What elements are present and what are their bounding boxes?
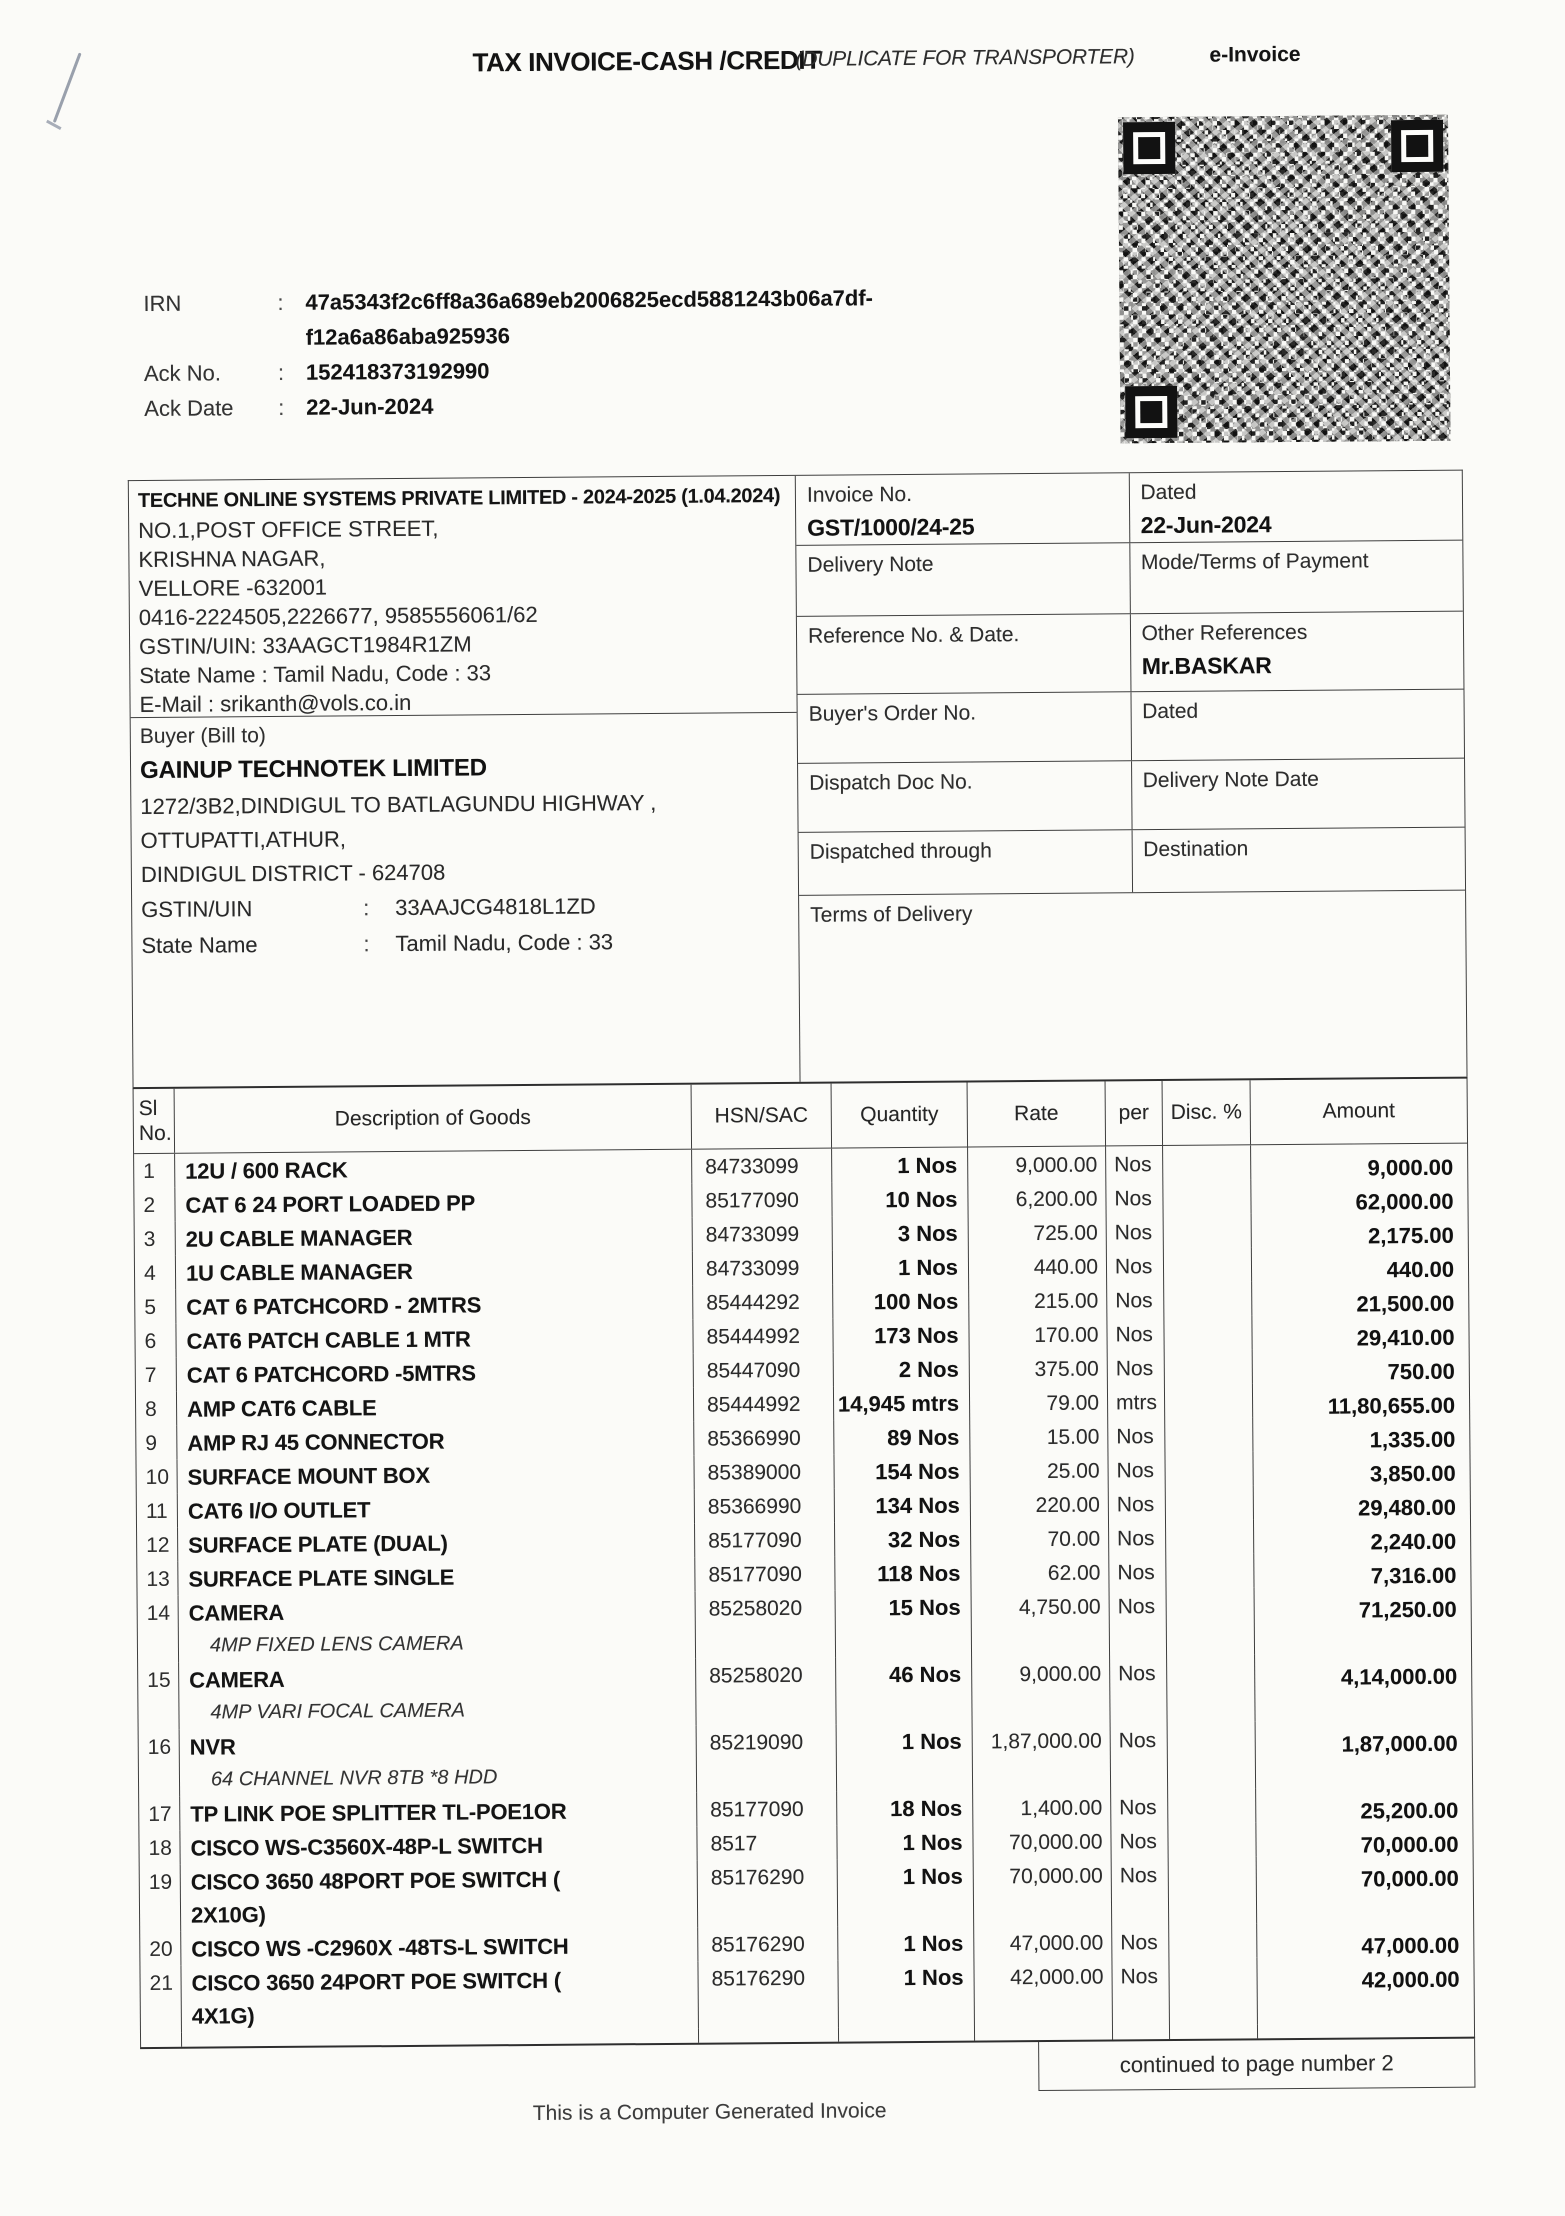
item-sub-description: 4MP FIXED LENS CAMERA [209,1632,464,1657]
einvoice-label: e-Invoice [1209,42,1301,67]
item-amount: 3,850.00 [1369,1460,1456,1487]
item-discount [1170,2024,1258,2040]
item-description: AMP RJ 45 CONNECTOR [177,1422,694,1460]
item-quantity: 173 Nos [833,1318,969,1353]
item-description: AMP CAT6 CABLE [177,1388,694,1426]
item-per: mtrs [1108,1384,1165,1418]
buyer-name: GAINUP TECHNOTEK LIMITED [139,754,487,785]
seller-email-line: E-Mail : srikanth@vols.co.in [139,689,412,718]
item-amount: 70,000.00 [1360,1865,1459,1892]
item-quantity: 118 Nos [835,1556,971,1591]
item-per: Nos [1107,1316,1164,1350]
meta-cell-dispatch-doc: Dispatch Doc No. [798,761,1132,832]
meta-cell-delivery-note: Delivery Note [796,543,1130,616]
document-title: TAX INVOICE-CASH /CREDIT [472,44,821,78]
item-rate: 62.00 [971,1554,1109,1589]
item-quantity: 1 Nos [833,1250,969,1285]
header-disc: Disc. % [1163,1080,1251,1145]
invoice-number: GST/1000/24-25 [807,513,975,541]
buyer-block [131,713,800,1087]
item-sl-no: 13 [137,1562,178,1596]
item-discount [1164,1281,1252,1316]
item-amount: 42,000.00 [1361,1966,1460,1993]
item-quantity: 32 Nos [835,1522,971,1557]
item-description: CAT 6 PATCHCORD -5MTRS [177,1354,694,1392]
item-sl-no: 8 [136,1392,177,1426]
item-amount: 25,200.00 [1360,1797,1459,1824]
item-hsn: 85177090 [692,1183,832,1218]
item-quantity: 1 Nos [832,1148,968,1183]
item-description: CISCO WS -C2960X -48TS-L SWITCH [181,1928,698,1966]
meta-cell-other-references: Other References Mr.BASKAR [1130,612,1463,692]
item-rate: 170.00 [969,1316,1107,1351]
meta-cell-invoice-no: Invoice No. GST/1000/24-25 [796,473,1130,545]
item-hsn: 85447090 [694,1353,834,1388]
item-discount [1163,1145,1251,1180]
item-per: Nos [1110,1588,1168,1655]
item-hsn: 85177090 [697,1792,837,1827]
buyer-section-label: Buyer (Bill to) [139,724,266,749]
item-rate: 25.00 [970,1452,1108,1487]
item-sl-no: 18 [139,1831,180,1865]
item-hsn: 85177090 [695,1557,835,1592]
item-sl-no: 10 [136,1460,177,1494]
item-amount: 2,175.00 [1368,1222,1454,1249]
item-per: Nos [1107,1214,1164,1248]
header-sl-no: Sl No. [134,1089,176,1153]
item-per: Nos [1109,1554,1166,1588]
items-table-body [134,1144,1474,2047]
buyer-address-line: OTTUPATTI,ATHUR, [140,826,347,854]
header-description: Description of Goods [175,1085,692,1153]
meta-cell-dispatched-through: Dispatched through [799,830,1133,895]
meta-cell-delivery-note-date: Delivery Note Date [1142,767,1319,793]
item-rate: 9,000.00 [972,1655,1111,1723]
item-description: CISCO 3650 48PORT POE SWITCH ( 2X10G) [181,1861,699,1932]
item-hsn: 85258020 [696,1591,837,1659]
item-hsn: 8517 [697,1826,837,1861]
item-quantity: 46 Nos [836,1657,973,1725]
item-per: Nos [1109,1486,1166,1520]
item-hsn [699,2028,839,2044]
item-amount: 62,000.00 [1355,1188,1454,1215]
item-sl-no: 17 [139,1797,180,1831]
item-sl-no: 11 [137,1494,178,1528]
item-description: SURFACE MOUNT BOX [177,1456,694,1494]
item-amount: 71,250.00 [1358,1596,1457,1623]
ack-date-label: Ack Date [144,395,234,421]
ack-no-label: Ack No. [143,360,222,386]
seller-address-line: KRISHNA NAGAR, [138,545,326,573]
item-rate: 9,000.00 [968,1146,1106,1181]
item-discount [1169,1856,1258,1924]
item-per: Nos [1111,1722,1169,1789]
meta-cell-reference: Reference No. & Date. [797,614,1131,694]
item-description: 12U / 600 RACK [175,1150,692,1188]
item-quantity: 10 Nos [832,1182,968,1217]
item-discount [1165,1383,1253,1418]
item-hsn: 85219090 [697,1725,838,1793]
item-discount [1164,1213,1252,1248]
item-rate: 1,400.00 [973,1789,1111,1824]
item-quantity: 100 Nos [833,1284,969,1319]
table-row [140,1956,1473,2033]
item-sl-no: 7 [136,1358,177,1392]
ack-date-value: 22-Jun-2024 [306,393,434,420]
item-sl-no: 5 [135,1290,176,1324]
item-amount: 4,14,000.00 [1340,1663,1458,1690]
item-amount: 70,000.00 [1360,1831,1459,1858]
item-per: Nos [1107,1248,1164,1282]
item-hsn: 85366990 [695,1489,835,1524]
item-per: Nos [1112,1924,1169,1958]
item-per: Nos [1108,1418,1165,1452]
table-row [140,1855,1473,1932]
item-hsn: 85177090 [695,1523,835,1558]
item-rate: 215.00 [969,1282,1107,1317]
item-sl-no [141,2033,182,2047]
item-per: Nos [1112,1857,1170,1924]
irn-value-line2: f12a6a86aba925936 [305,323,511,350]
item-quantity: 1 Nos [838,1926,974,1961]
header-per: per [1106,1081,1164,1145]
item-quantity: 3 Nos [833,1216,969,1251]
item-discount [1167,1654,1256,1722]
item-per: Nos [1111,1789,1168,1823]
meta-cell-buyers-order: Buyer's Order No. [797,692,1131,763]
item-amount: 1,335.00 [1369,1426,1456,1453]
item-quantity: 15 Nos [836,1590,973,1658]
table-row [138,1653,1471,1730]
item-description: SURFACE PLATE (DUAL) [178,1524,695,1562]
seller-name: TECHNE ONLINE SYSTEMS PRIVATE LIMITED - 2024-2025 (1.04.2024) [137,485,781,513]
item-discount [1168,1721,1257,1789]
irn-value-line1: 47a5343f2c6ff8a36a689eb2006825ecd5881243b06a7df- [305,285,874,315]
item-amount: 7,316.00 [1370,1562,1457,1589]
item-sl-no: 14 [138,1596,180,1663]
seller-block [129,476,797,718]
parties-pane [129,476,801,1087]
item-rate: 440.00 [969,1248,1107,1283]
item-sl-no: 1 [134,1154,175,1188]
item-quantity: 1 Nos [837,1724,974,1792]
header-amount: Amount [1322,1099,1396,1123]
invoice-date: 22-Jun-2024 [1140,511,1272,539]
item-hsn: 84733099 [693,1251,833,1286]
item-per: Nos [1109,1520,1166,1554]
item-discount [1168,1788,1256,1823]
seller-gstin-line: GSTIN/UIN: 33AAGCT1984R1ZM [138,631,472,660]
item-discount [1165,1349,1253,1384]
item-rate: 1,87,000.00 [973,1722,1112,1790]
item-hsn: 85444992 [693,1319,833,1354]
item-description: NVR 64 CHANNEL NVR 8TB *8 HDD [180,1726,698,1797]
buyer-gstin-row: GSTIN/UIN : 33AAJCG4818L1ZD [141,887,790,928]
item-sub-description: 64 CHANNEL NVR 8TB *8 HDD [210,1766,498,1791]
header-rate: Rate [968,1081,1106,1146]
item-discount [1169,1923,1257,1958]
item-rate: 220.00 [971,1486,1109,1521]
item-sl-no: 3 [135,1222,176,1256]
item-sl-no: 16 [139,1730,181,1797]
items-table [133,1077,1476,2049]
buyer-gstin-value: 33AAJCG4818L1ZD [395,893,596,921]
buyer-address-line: 1272/3B2,DINDIGUL TO BATLAGUNDU HIGHWAY , [140,789,657,820]
item-description: CISCO WS-C3560X-48P-L SWITCH [180,1827,697,1865]
qr-finder-icon [1123,122,1175,174]
item-amount: 11,80,655.00 [1327,1392,1456,1419]
item-hsn: 84733099 [693,1217,833,1252]
item-discount [1163,1179,1251,1214]
item-hsn: 84733099 [692,1149,832,1184]
item-quantity: 1 Nos [837,1825,973,1860]
item-sl-no: 6 [135,1324,176,1358]
item-hsn: 85366990 [694,1421,834,1456]
irn-label: IRN [143,290,182,317]
qr-finder-icon [1391,120,1443,172]
item-discount [1164,1315,1252,1350]
item-hsn: 85176290 [698,1860,839,1928]
invoice-meta-pane [796,471,1467,1082]
item-sl-no: 20 [140,1932,181,1966]
item-description: CAT 6 PATCHCORD - 2MTRS [176,1286,693,1324]
meta-cell-destination: Destination [1143,837,1249,862]
items-table-header [134,1079,1467,1154]
item-discount [1165,1451,1253,1486]
item-quantity: 154 Nos [834,1454,970,1489]
item-quantity: 134 Nos [835,1488,971,1523]
item-hsn: 85258020 [696,1658,837,1726]
item-discount [1166,1553,1254,1588]
item-discount [1164,1247,1252,1282]
item-per: Nos [1112,1958,1170,2025]
item-hsn: 85444992 [694,1387,834,1422]
item-rate: 47,000.00 [974,1924,1112,1959]
item-rate: 70,000.00 [974,1857,1113,1925]
item-amount: 440.00 [1386,1256,1455,1283]
terms-of-delivery-cell: Terms of Delivery [810,902,973,927]
item-rate: 6,200.00 [968,1180,1106,1215]
item-discount [1166,1485,1254,1520]
other-references-value: Mr.BASKAR [1141,652,1272,680]
table-row [138,1586,1471,1663]
item-description: CISCO 3650 24PORT POE SWITCH ( 4X1G) [181,1962,699,2033]
item-quantity: 18 Nos [837,1791,973,1826]
item-amount: 21,500.00 [1356,1290,1455,1317]
item-sl-no: 15 [138,1663,180,1730]
qr-code [1118,115,1451,444]
item-sl-no: 19 [140,1865,182,1932]
seller-address-line: NO.1,POST OFFICE STREET, [138,515,439,544]
item-amount: 1,87,000.00 [1341,1730,1458,1757]
buyer-state-value: Tamil Nadu, Code : 33 [395,929,614,957]
table-row [139,1720,1472,1797]
item-discount [1167,1587,1256,1655]
item-description: CAMERA 4MP FIXED LENS CAMERA [179,1592,697,1663]
item-sl-no: 2 [134,1188,175,1222]
header-hsn: HSN/SAC [692,1084,832,1149]
computer-generated-note: This is a Computer Generated Invoice [532,2099,887,2125]
item-description: SURFACE PLATE SINGLE [178,1558,695,1596]
item-hsn: 85444292 [693,1285,833,1320]
item-hsn: 85176290 [698,1927,838,1962]
item-description: 2U CABLE MANAGER [176,1218,693,1256]
buyer-state-row: State Name : Tamil Nadu, Code : 33 [141,923,790,964]
item-amount [1258,2023,1474,2040]
invoice-body [128,470,1476,2101]
item-rate: 15.00 [970,1418,1108,1453]
item-per: Nos [1108,1350,1165,1384]
item-quantity: 1 Nos [838,1960,975,2028]
item-per [1113,2025,1170,2040]
item-rate: 4,750.00 [972,1588,1111,1656]
item-amount: 2,240.00 [1370,1528,1457,1555]
item-rate: 70.00 [971,1520,1109,1555]
item-description: CAMERA 4MP VARI FOCAL CAMERA [179,1659,697,1730]
item-per: Nos [1108,1452,1165,1486]
item-sl-no: 12 [137,1528,178,1562]
item-description: CAT 6 24 PORT LOADED PP [175,1184,692,1222]
item-amount: 29,480.00 [1357,1494,1456,1521]
item-description: CAT6 I/O OUTLET [178,1490,695,1528]
item-amount: 9,000.00 [1367,1154,1454,1181]
item-amount: 29,410.00 [1356,1324,1455,1351]
item-description: 1U CABLE MANAGER [176,1252,693,1290]
seller-address-line: VELLORE -632001 [138,574,328,602]
item-rate [975,2025,1113,2041]
item-sl-no: 21 [140,1966,182,2033]
meta-cell-order-dated: Dated [1142,699,1199,724]
item-hsn: 85389000 [694,1455,834,1490]
item-rate: 375.00 [970,1350,1108,1385]
item-per: Nos [1107,1282,1164,1316]
item-quantity [839,2027,975,2043]
item-sub-description: 4MP VARI FOCAL CAMERA [210,1699,466,1724]
pen-stroke-artifact [53,53,81,123]
item-quantity: 2 Nos [834,1352,970,1387]
item-amount: 750.00 [1387,1358,1455,1385]
item-description: TP LINK POE SPLITTER TL-POE1OR [180,1793,697,1831]
continued-label: continued to page number 2 [1038,2039,1475,2091]
item-sl-no: 4 [135,1256,176,1290]
item-discount [1166,1519,1254,1554]
buyer-address-line: DINDIGUL DISTRICT - 624708 [140,859,446,888]
item-description: CAT6 PATCH CABLE 1 MTR [176,1320,693,1358]
item-rate: 725.00 [969,1214,1107,1249]
item-quantity: 1 Nos [838,1859,975,1927]
item-rate: 79.00 [970,1384,1108,1419]
qr-finder-icon [1125,386,1177,438]
meta-cell-dated: Dated 22-Jun-2024 [1129,471,1462,543]
item-sl-no: 9 [136,1426,177,1460]
item-quantity: 89 Nos [834,1420,970,1455]
item-rate: 70,000.00 [973,1823,1111,1858]
item-discount [1165,1417,1253,1452]
ack-no-value: 152418373192990 [305,358,490,385]
item-discount [1169,1957,1258,2025]
item-per: Nos [1106,1146,1163,1180]
continued-strip [140,2039,1475,2101]
seller-phone-line: 0416-2224505,2226677, 9585556061/62 [138,601,538,631]
irn-block: IRN : 47a5343f2c6ff8a36a689eb2006825ecd5881243b06a7df- f12a6a86aba925936 Ack No. : 152418373192990 Ack Date : 22-Jun-2024 [143,280,874,426]
seller-state-line: State Name : Tamil Nadu, Code : 33 [139,660,492,689]
item-per: Nos [1111,1823,1168,1857]
item-quantity: 14,945 mtrs [834,1386,970,1421]
item-per: Nos [1110,1655,1168,1722]
item-rate: 42,000.00 [974,1958,1113,2026]
meta-cell-payment-terms: Mode/Terms of Payment [1140,549,1369,575]
copy-type-label: (DUPLICATE FOR TRANSPORTER) [795,45,1135,71]
item-amount: 47,000.00 [1361,1932,1460,1959]
item-per: Nos [1106,1180,1163,1214]
item-hsn: 85176290 [698,1961,839,2029]
item-discount [1168,1822,1256,1857]
header-quantity: Quantity [832,1083,968,1148]
